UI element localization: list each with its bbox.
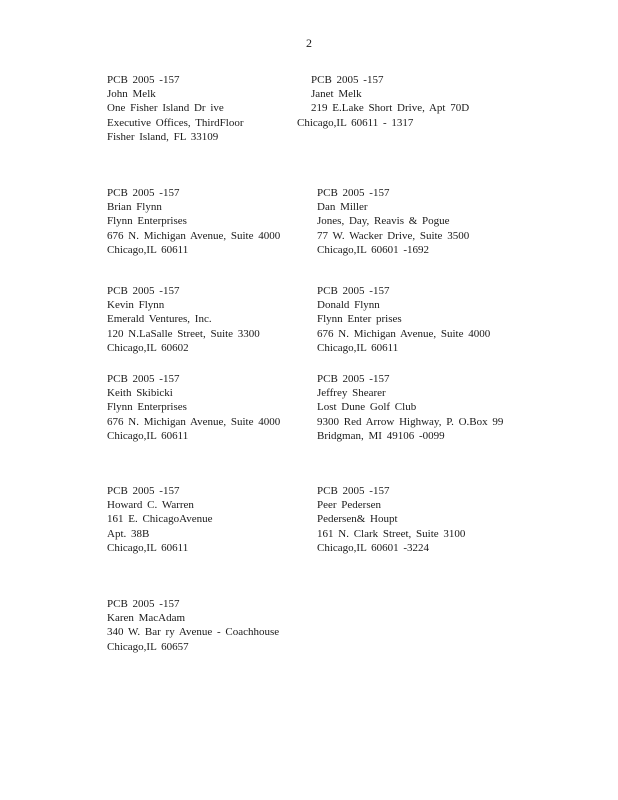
address-line: PCB 2005 -157 [317,285,390,297]
address-line: 340 W. Bar ry Avenue - Coachhouse [107,626,280,639]
address-block-miller-dan [317,186,469,257]
address-block-warren-howard [107,484,213,555]
address-line: Chicago,IL 60602 [107,341,189,354]
address-line: Flynn Enterprises [107,401,187,414]
address-block-shearer-jeffrey [317,372,503,443]
page-number: 2 [306,36,312,50]
address-line: Emerald Ventures, Inc. [107,313,212,326]
address-line: 77 W. Wacker Drive, Suite 3500 [317,229,470,242]
address-line: PCB 2005 -157 [317,187,390,199]
address-line: 161 N. Clark Street, Suite 3100 [317,527,466,540]
address-line: Brian Flynn [107,201,162,214]
address-line: Pedersen& Houpt [317,513,398,526]
address-line: 219 E.Lake Short Drive, Apt 70D [311,102,470,115]
address-block-pedersen-peer [317,484,465,555]
address-line: PCB 2005 -157 [107,485,180,497]
address-block-melk-janet [297,73,470,130]
address-line: Peer Pedersen [317,499,382,512]
address-line: One Fisher Island Dr ive [107,102,224,115]
address-line: Chicago,IL 60611 [107,243,189,256]
address-line: PCB 2005 -157 [107,598,180,610]
address-line: 9300 Red Arrow Highway, P. O.Box 99 [317,415,504,428]
address-line: Janet Melk [311,88,362,101]
address-line: Kevin Flynn [107,299,165,312]
address-line: Keith Skibicki [107,387,173,400]
address-line: Karen MacAdam [107,612,186,625]
address-line: Flynn Enter prises [317,313,402,326]
address-block-flynn-brian [107,186,280,257]
address-line: Jones, Day, Reavis & Pogue [317,215,450,228]
address-line: Chicago,IL 60611 [317,341,399,354]
address-line: 676 N. Michigan Avenue, Suite 4000 [107,229,281,242]
address-line: PCB 2005 -157 [317,485,390,497]
address-line: PCB 2005 -157 [317,373,390,385]
address-block-flynn-donald [317,284,490,355]
address-block-flynn-kevin [107,284,260,355]
address-line: 161 E. ChicagoAvenue [107,513,213,526]
address-line: Apt. 38B [107,527,150,540]
address-line: Chicago,IL 60657 [107,640,189,653]
address-line: PCB 2005 -157 [107,285,180,297]
address-line: Bridgman, MI 49106 -0099 [317,429,445,442]
address-line: Howard C. Warren [107,499,194,512]
address-line: Executive Offices, ThirdFloor [107,116,244,129]
address-line: Chicago,IL 60611 [107,429,189,442]
address-line: PCB 2005 -157 [107,74,180,86]
address-line: Fisher Island, FL 33109 [107,130,219,143]
address-line: Chicago,IL 60611 - 1317 [297,116,414,129]
address-line: 676 N. Michigan Avenue, Suite 4000 [107,415,281,428]
address-line: PCB 2005 -157 [311,74,384,86]
address-line: Lost Dune Golf Club [317,401,417,414]
address-line: John Melk [107,88,156,101]
address-line: PCB 2005 -157 [107,373,180,385]
address-block-macadam-karen [107,597,279,654]
address-block-skibicki-keith [107,372,280,443]
address-line: 676 N. Michigan Avenue, Suite 4000 [317,327,491,340]
address-line: Chicago,IL 60601 -3224 [317,541,430,554]
address-line: Jeffrey Shearer [317,387,386,400]
address-line: 120 N.LaSalle Street, Suite 3300 [107,327,260,340]
address-line: Chicago,IL 60611 [107,541,189,554]
address-line: Dan Miller [317,201,368,214]
address-line: Flynn Enterprises [107,215,187,228]
address-line: PCB 2005 -157 [107,187,180,199]
address-line: Donald Flynn [317,299,380,312]
address-block-melk-john [107,73,243,144]
address-line: Chicago,IL 60601 -1692 [317,243,430,256]
